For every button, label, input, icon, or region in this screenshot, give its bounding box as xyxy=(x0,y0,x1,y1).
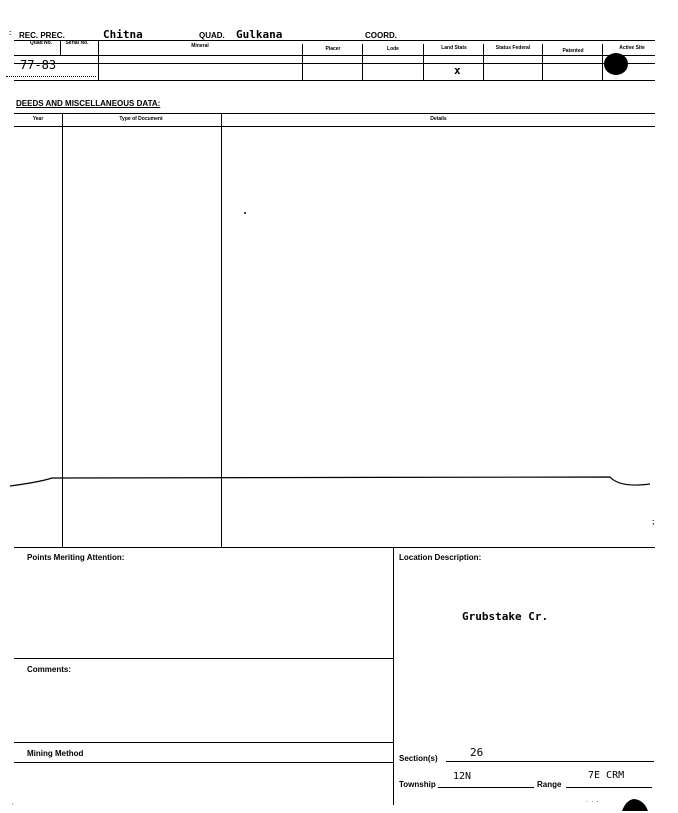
township-label: Township xyxy=(399,780,436,789)
edge-mark: . . . xyxy=(586,798,600,804)
header-divider xyxy=(542,44,543,80)
deeds-subhead-rule xyxy=(14,126,655,127)
range-underline xyxy=(566,787,652,788)
land-stats-label: Land Stats xyxy=(441,45,467,51)
township-underline xyxy=(438,787,534,788)
lode-label: Lode xyxy=(387,46,399,52)
sections-label: Section(s) xyxy=(399,754,438,763)
comments-label: Comments: xyxy=(27,665,72,674)
header-mid-rule xyxy=(14,63,655,64)
header-divider xyxy=(98,40,99,80)
mining-method-label: Mining Method xyxy=(27,749,84,758)
comments-rule xyxy=(14,658,393,659)
range-label: Range xyxy=(537,780,562,789)
serial-no-label: Serial No. xyxy=(65,40,89,46)
quad-label: QUAD. xyxy=(199,31,225,40)
quad-value: Gulkana xyxy=(236,28,283,41)
header-subhead-rule xyxy=(14,55,655,56)
patented-label: Patented xyxy=(562,48,584,54)
deeds-top-rule xyxy=(14,113,655,114)
mineral-label: Mineral xyxy=(191,43,209,49)
coord-label: COORD. xyxy=(365,31,397,40)
active-site-label: Active Site xyxy=(619,45,645,51)
header-divider xyxy=(423,44,424,80)
type-column-header: Type of Document xyxy=(119,116,163,122)
header-divider xyxy=(60,40,61,55)
rec-prec-value: Chitna xyxy=(103,28,143,41)
mining-method-underline xyxy=(14,762,393,763)
edge-mark: ; xyxy=(652,519,655,526)
bottom-top-rule xyxy=(14,547,655,548)
header-divider xyxy=(483,44,484,80)
township-value: 12N xyxy=(453,771,472,782)
header-divider xyxy=(302,44,303,80)
land-stats-value: x xyxy=(454,64,461,77)
details-column-header: Details xyxy=(430,116,447,122)
header-divider xyxy=(362,44,363,80)
edge-mark: : xyxy=(9,30,12,37)
header-bottom-rule xyxy=(14,80,655,81)
placer-label: Placer xyxy=(325,46,341,52)
range-value: 7E CRM xyxy=(588,770,625,781)
header-top-rule xyxy=(14,40,655,41)
year-column-header: Year xyxy=(32,116,44,122)
points-meriting-attention-label: Points Meriting Attention: xyxy=(27,553,125,562)
header-dotted-rule xyxy=(6,76,96,77)
sections-value: 26 xyxy=(470,746,484,759)
header-divider xyxy=(602,44,603,80)
corner-mark xyxy=(620,797,650,813)
location-description-label: Location Description: xyxy=(399,553,482,562)
active-site-dot xyxy=(604,53,628,75)
speck-mark xyxy=(244,212,246,214)
bottom-center-divider xyxy=(393,547,394,805)
rec-prec-label: REC. PREC. xyxy=(19,31,65,40)
deeds-heading: DEEDS AND MISCELLANEOUS DATA: xyxy=(16,99,161,108)
page-seam xyxy=(0,470,678,494)
quad-no-label: Quad No. xyxy=(29,40,53,46)
sections-underline xyxy=(446,761,654,762)
status-federal-label: Status Federal xyxy=(495,45,531,51)
quad-no-value: 77-83 xyxy=(20,58,57,72)
location-description-value: Grubstake Cr. xyxy=(462,610,549,623)
mining-method-rule xyxy=(14,742,393,743)
edge-mark: , xyxy=(12,800,14,806)
